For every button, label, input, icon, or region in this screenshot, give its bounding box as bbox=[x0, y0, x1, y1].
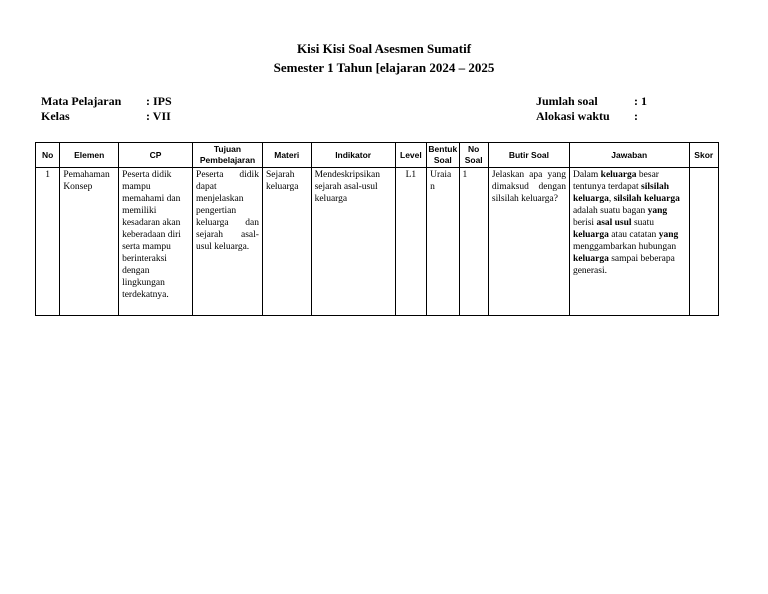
cell-butir-soal: Jelaskan apa yang dimaksud dengan silsilah keluarga? bbox=[488, 168, 569, 316]
cell-materi: Sejarah keluarga bbox=[262, 168, 311, 316]
header-cp: CP bbox=[119, 143, 193, 168]
jawaban-text-3: , bbox=[608, 194, 614, 204]
jumlah-soal-label: Jumlah soal bbox=[536, 94, 598, 108]
header-bentuk-soal: Bentuk Soal bbox=[427, 143, 459, 168]
meta-mata-pelajaran bbox=[41, 94, 172, 109]
cell-level: L1 bbox=[395, 168, 426, 316]
jawaban-bold-4: yang bbox=[647, 206, 668, 216]
jumlah-soal-value: : 1 bbox=[634, 94, 647, 108]
cell-no: 1 bbox=[36, 168, 60, 316]
meta-jumlah-soal bbox=[536, 94, 647, 109]
meta-right-block bbox=[536, 94, 647, 124]
kisi-kisi-table bbox=[35, 142, 719, 316]
meta-alokasi-waktu bbox=[536, 109, 647, 124]
meta-left-block bbox=[41, 94, 172, 124]
header-elemen: Elemen bbox=[60, 143, 119, 168]
alokasi-waktu-value: : bbox=[634, 109, 638, 123]
jawaban-text-7: atau catatan bbox=[608, 230, 659, 240]
cell-jawaban bbox=[569, 168, 689, 316]
cell-cp: Peserta didik mampu memahami dan memiliki kesadaran akan keberadaan diri serta mampu berinteraksi dengan lingkungan terdekatnya. bbox=[119, 168, 193, 316]
table-header-row bbox=[36, 143, 719, 168]
header-no-soal: No Soal bbox=[459, 143, 488, 168]
header-tujuan: Tujuan Pembelajaran bbox=[193, 143, 263, 168]
table-row bbox=[36, 168, 719, 316]
jawaban-text-8: menggambarkan hubungan bbox=[572, 242, 677, 252]
jawaban-bold-7: yang bbox=[658, 230, 679, 240]
jawaban-bold-2: silsilah keluarga bbox=[572, 182, 670, 204]
jawaban-bold-6: keluarga bbox=[572, 230, 609, 240]
kelas-label: Kelas bbox=[41, 109, 70, 123]
cell-bentuk-soal: Uraian bbox=[427, 168, 459, 316]
header-butir-soal: Butir Soal bbox=[488, 143, 569, 168]
cell-indikator: Mendeskripsikan sejarah asal-usul keluarga bbox=[311, 168, 395, 316]
jawaban-bold-3: silsilah keluarga bbox=[613, 194, 680, 204]
cell-skor bbox=[689, 168, 718, 316]
jawaban-text-1: Dalam bbox=[572, 170, 601, 180]
cell-no-soal: 1 bbox=[459, 168, 488, 316]
header-no: No bbox=[36, 143, 60, 168]
jawaban-bold-8: keluarga bbox=[572, 254, 609, 264]
header-indikator: Indikator bbox=[311, 143, 395, 168]
jawaban-text-2: besar tentunya terdapat bbox=[572, 170, 659, 192]
jawaban-text-6: suatu bbox=[631, 218, 654, 228]
mata-pelajaran-label: Mata Pelajaran bbox=[41, 94, 122, 108]
jawaban-text-5: berisi bbox=[572, 218, 597, 228]
mata-pelajaran-value: : IPS bbox=[146, 94, 172, 108]
document-subtitle: Semester 1 Tahun [elajaran 2024 – 2025 bbox=[273, 60, 495, 75]
kelas-value: : VII bbox=[146, 109, 171, 123]
cell-elemen: Pemahaman Konsep bbox=[60, 168, 119, 316]
header-skor: Skor bbox=[689, 143, 718, 168]
document-title: Kisi Kisi Soal Asesmen Sumatif bbox=[296, 41, 472, 56]
header-level: Level bbox=[395, 143, 426, 168]
jawaban-text-4: adalah suatu bagan bbox=[572, 206, 648, 216]
cell-tujuan: Peserta didik dapat menjelaskan pengertian keluarga dan sejarah asal-usul keluarga. bbox=[193, 168, 263, 316]
jawaban-bold-1: keluarga bbox=[600, 170, 637, 180]
header-jawaban: Jawaban bbox=[569, 143, 689, 168]
alokasi-waktu-label: Alokasi waktu bbox=[536, 109, 610, 123]
jawaban-bold-5: asal usul bbox=[596, 218, 632, 228]
jawaban-text-9: sampai beberapa generasi. bbox=[572, 254, 675, 276]
meta-kelas bbox=[41, 109, 172, 124]
header-materi: Materi bbox=[262, 143, 311, 168]
